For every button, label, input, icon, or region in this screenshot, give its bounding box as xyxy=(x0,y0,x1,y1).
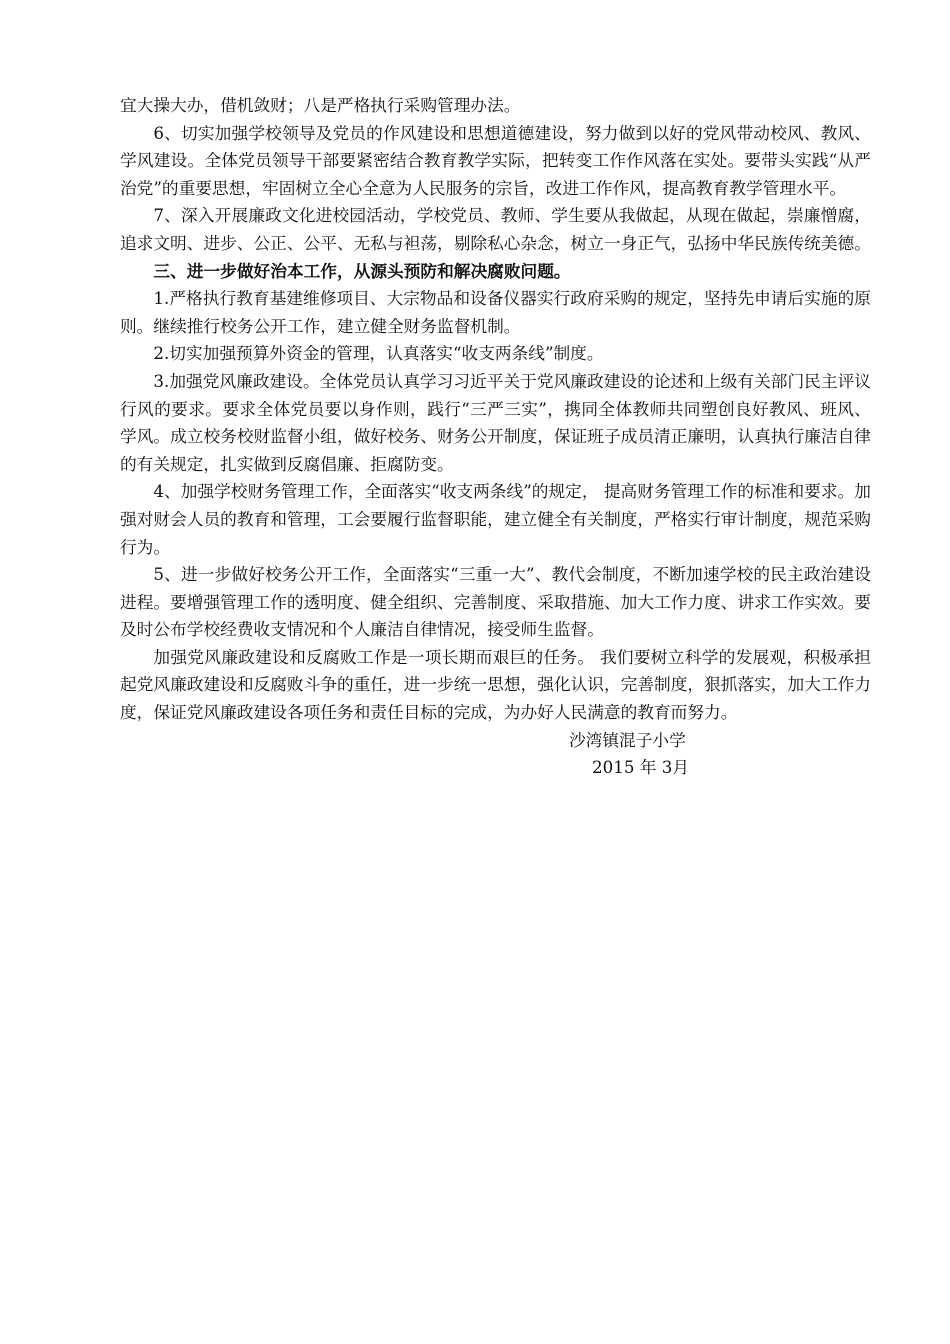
paragraph-item-1: 1.严格执行教育基建维修项目、大宗物品和设备仪器实行政府采购的规定，坚持先申请后实施的原则。继续推行校务公开工作，建立健全财务监督机制。 xyxy=(120,288,871,336)
paragraph-item-5: 5、进一步做好校务公开工作，全面落实“三重一大”、教代会制度，不断加速学校的民主政治建设进程。要增强管理工作的透明度、健全组织、完善制度、采取措施、加大工作力度、讲求工作实效。要及时公布学校经费收支情况和个人廉洁自律情况，接受师生监督。 xyxy=(120,564,871,640)
section-heading-3: 三、进一步做好治本工作，从源头预防和解决腐败问题。 xyxy=(153,260,571,281)
signature-date: 2015 年 3月 xyxy=(592,757,690,778)
paragraph-conclusion: 加强党风廉政建设和反腐败工作是一项长期而艰巨的任务。 我们要树立科学的发展观，积极承担起党风廉政建设和反腐败斗争的重任，进一步统一思想，强化认识，完善制度，狠抓落实，加大工作力度，保证党风廉政建设各项任务和责任目标的完成，为办好人民满意的教育而努力。 xyxy=(120,646,871,723)
document-page xyxy=(120,92,871,782)
paragraph-item-6: 6、切实加强学校领导及党员的作风建设和思想道德建设，努力做到以好的党风带动校风、教风、学风建设。全体党员领导干部要紧密结合教育教学实际，把转变工作作风落在实处。要带头实践“从严治党”的重要思想，牢固树立全心全意为人民服务的宗旨，改进工作作风，提高教育教学管理水平。 xyxy=(120,122,871,198)
paragraph-item-7: 7、深入开展廉政文化进校园活动，学校党员、教师、学生要从我做起，从现在做起，崇廉憎腐，追求文明、进步、公正、公平、无私与袒荡，剔除私心杂念，树立一身正气，弘扬中华民族传统美德。 xyxy=(120,205,871,253)
signature-organization: 沙湾镇混子小学 xyxy=(569,729,686,750)
paragraph-item-4: 4、加强学校财务管理工作，全面落实“收支两条线”的规定， 提高财务管理工作的标准和要求。加强对财会人员的教育和管理，工会要履行监督职能，建立健全有关制度，严格实行审计制度，规范采购行为。 xyxy=(120,481,871,557)
paragraph-item-3: 3.加强党风廉政建设。全体党员认真学习习近平关于党风廉政建设的论述和上级有关部门民主评议行风的要求。要求全体党员要以身作则，践行“三严三实”，携同全体教师共同塑创良好教风、班风、学风。成立校务校财监督小组，做好校务、财务公开制度，保证班子成员清正廉明，认真执行廉洁自律的有关规定，扎实做到反腐倡廉、拒腐防变。 xyxy=(120,370,871,474)
paragraph-item-2: 2.切实加强预算外资金的管理，认真落实“收支两条线”制度。 xyxy=(153,343,604,364)
paragraph-continuation: 宜大操大办，借机敛财；八是严格执行采购管理办法。 xyxy=(120,95,521,115)
